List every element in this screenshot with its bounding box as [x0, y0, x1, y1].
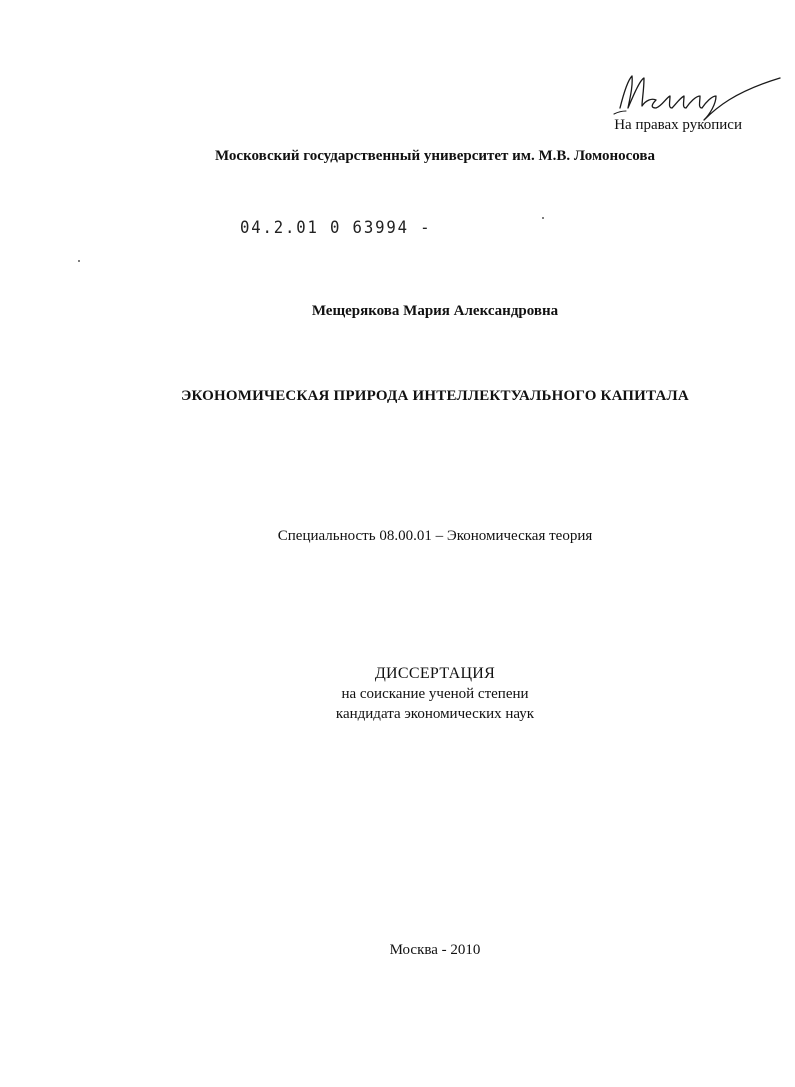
degree-block: [0, 664, 795, 724]
library-stamp-number: 04.2.01 0 63994 -: [240, 218, 432, 238]
scan-speck: [78, 260, 80, 262]
specialty-line: Специальность 08.00.01 – Экономическая теория: [277, 528, 593, 544]
university-name: Московский государственный университет им. М.В. Ломоносова: [214, 148, 656, 164]
city-and-year: Москва - 2010: [389, 942, 481, 958]
degree-purpose-line-1: на соискание ученой степени: [341, 686, 529, 702]
degree-purpose-line-2: кандидата экономических наук: [335, 706, 535, 722]
document-type: ДИССЕРТАЦИЯ: [374, 665, 496, 682]
dissertation-title: ЭКОНОМИЧЕСКАЯ ПРИРОДА ИНТЕЛЛЕКТУАЛЬНОГО КАПИТАЛА: [181, 388, 689, 404]
author-name: Мещерякова Мария Александровна: [311, 303, 559, 319]
manuscript-rights-label: На правах рукописи: [614, 117, 742, 133]
scan-speck: [542, 217, 544, 219]
handwritten-signature: [606, 68, 786, 122]
